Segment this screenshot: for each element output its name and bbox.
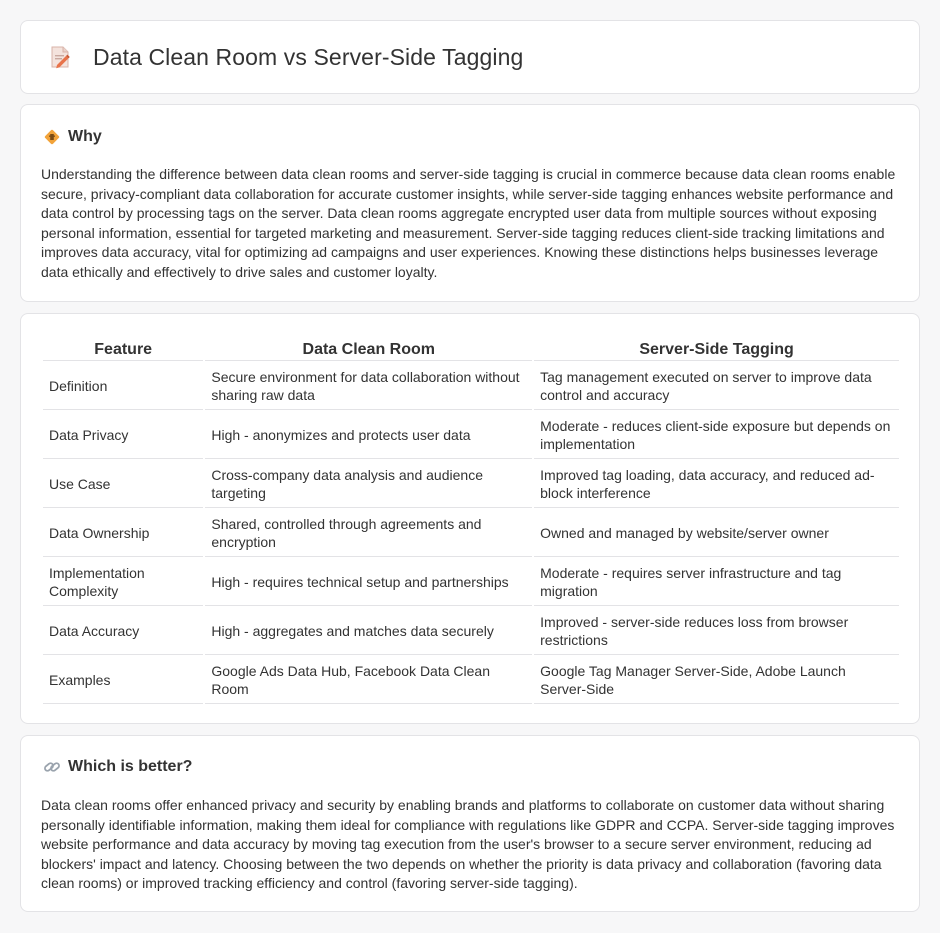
feature-cell: Data Ownership	[43, 509, 203, 557]
which-is-better-heading	[43, 758, 192, 776]
which-is-better-section	[20, 735, 920, 912]
data-clean-room-cell: High - anonymizes and protects user data	[205, 411, 532, 459]
data-clean-room-cell: Cross-company data analysis and audience targeting	[205, 460, 532, 508]
diamond-sign-icon	[43, 128, 61, 146]
which-is-better-title: Which is better?	[68, 758, 193, 775]
which-is-better-text: Data clean rooms offer enhanced privacy and security by enabling brands and platforms to collaborate on customer data without sharing personally identifiable information, making them ideal for compliance with regulations like GDPR and CCPA. Server-side tagging improves website performance and data accuracy by moving tag execution from the user's browser to a secure server environment, reducing ad blockers' impact and latency. Choosing between the two depends on whether the priority is data privacy and collaboration (favoring data clean rooms) or improved tracking efficiency and control (favoring server-side tagging).	[41, 797, 895, 891]
table-header-row	[43, 335, 899, 361]
feature-cell: Examples	[43, 656, 203, 704]
table-row	[43, 509, 899, 557]
feature-cell: Data Privacy	[43, 411, 203, 459]
column-header-data-clean-room: Data Clean Room	[205, 335, 532, 361]
server-side-tagging-cell: Owned and managed by website/server owner	[534, 509, 899, 557]
feature-cell: Definition	[43, 362, 203, 410]
table-row	[43, 656, 899, 704]
why-title: Why	[68, 128, 102, 145]
title-card	[20, 20, 920, 94]
document-edit-icon	[47, 44, 73, 70]
feature-cell: Use Case	[43, 460, 203, 508]
table-row	[43, 558, 899, 606]
data-clean-room-cell: Google Ads Data Hub, Facebook Data Clean Room	[205, 656, 532, 704]
comparison-table	[41, 334, 901, 705]
column-header-feature: Feature	[43, 335, 203, 361]
data-clean-room-cell: Shared, controlled through agreements and encryption	[205, 509, 532, 557]
server-side-tagging-cell: Improved tag loading, data accuracy, and reduced ad-block interference	[534, 460, 899, 508]
table-row	[43, 362, 899, 410]
table-row	[43, 460, 899, 508]
feature-cell: Implementation Complexity	[43, 558, 203, 606]
why-section	[20, 104, 920, 302]
feature-cell: Data Accuracy	[43, 607, 203, 655]
table-row	[43, 607, 899, 655]
server-side-tagging-cell: Moderate - reduces client-side exposure but depends on implementation	[534, 411, 899, 459]
table-row	[43, 411, 899, 459]
data-clean-room-cell: High - requires technical setup and partnerships	[205, 558, 532, 606]
server-side-tagging-cell: Moderate - requires server infrastructure and tag migration	[534, 558, 899, 606]
data-clean-room-cell: Secure environment for data collaboration without sharing raw data	[205, 362, 532, 410]
why-heading	[43, 128, 102, 146]
data-clean-room-cell: High - aggregates and matches data securely	[205, 607, 532, 655]
column-header-server-side-tagging: Server-Side Tagging	[534, 335, 899, 361]
server-side-tagging-cell: Google Tag Manager Server-Side, Adobe Launch Server-Side	[534, 656, 899, 704]
server-side-tagging-cell: Improved - server-side reduces loss from browser restrictions	[534, 607, 899, 655]
link-icon	[43, 758, 61, 776]
page-title: Data Clean Room vs Server-Side Tagging	[93, 43, 524, 70]
server-side-tagging-cell: Tag management executed on server to improve data control and accuracy	[534, 362, 899, 410]
comparison-section	[20, 313, 920, 724]
why-text: Understanding the difference between data clean rooms and server-side tagging is crucial in commerce because data clean rooms enable secure, privacy-compliant data collaboration for accurate customer insights, while server-side tagging enhances website performance and data control by processing tags on the server. Data clean rooms aggregate encrypted user data from multiple sources without exposing personal information, essential for targeted marketing and measurement. Server-side tagging reduces client-side tracking limitations and improves data accuracy, vital for optimizing ad campaigns and user experiences. Knowing these distinctions helps businesses leverage data ethically and effectively to drive sales and customer loyalty.	[41, 166, 896, 280]
